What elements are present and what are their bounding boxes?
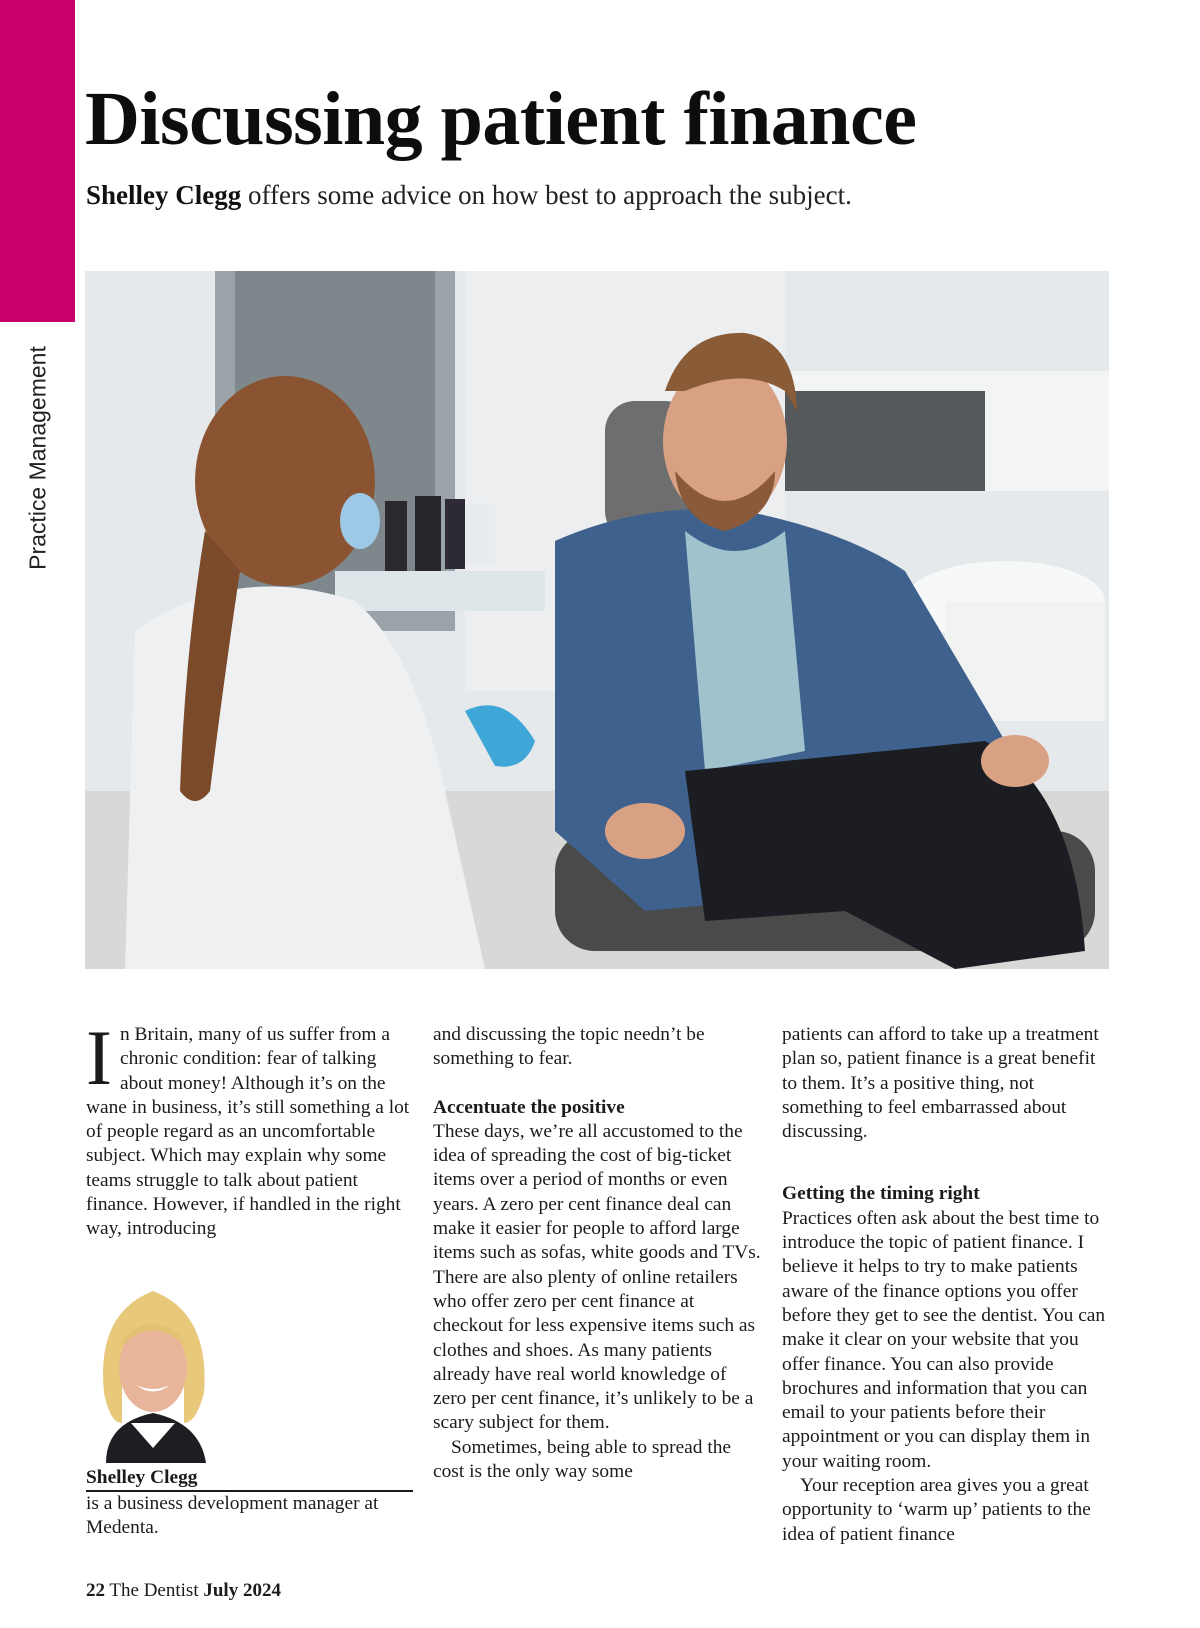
subheading-timing: Getting the timing right	[782, 1183, 980, 1205]
publication-name: The Dentist	[109, 1580, 199, 1601]
column3-paragraph-2: Your reception area gives you a great opportunity to ‘warm up’ patients to the idea of patient finance	[782, 1475, 1091, 1545]
article-column-2	[433, 1023, 763, 1484]
author-name: Shelley Clegg	[86, 1466, 413, 1492]
column3-paragraph-1: Practices often ask about the best time to introduce the topic of patient finance. I believe it helps to try to make patients aware of the finance options you offer before they get to see the dentist. You can make it clear on your website that you offer finance. You can also provide brochures and information that you can email to your patients before their appointment or you can display them in your waiting room.	[782, 1207, 1106, 1472]
standfirst	[86, 178, 852, 213]
drop-cap: I	[86, 1014, 112, 1101]
author-headshot	[86, 1273, 220, 1463]
standfirst-author: Shelley Clegg	[86, 180, 242, 210]
intro-paragraph	[86, 1014, 416, 1242]
dental-consultation-photo	[85, 271, 1109, 969]
page-number: 22	[86, 1580, 105, 1601]
article-title: Discussing patient finance	[85, 77, 917, 161]
column2-paragraph-2: Sometimes, being able to spread the cost is the only way some	[433, 1436, 732, 1483]
article-column-1	[86, 1014, 416, 1242]
article-column-3	[782, 1023, 1112, 1547]
column2-lead: and discussing the topic needn’t be something to fear.	[433, 1024, 705, 1070]
issue-date: July 2024	[203, 1580, 281, 1601]
column2-paragraph-1: These days, we’re all accustomed to the idea of spreading the cost of big-ticket items over a period of months or even years. A zero per cent finance deal can make it easier for people to afford large items such as sofas, white goods and TVs. There are also plenty of online retailers who offer zero per cent finance at checkout for less expensive items such as clothes and shoes. As many patients already have real world knowledge of zero per cent finance, it’s unlikely to be a scary subject for them.	[433, 1120, 761, 1434]
section-accent-bar	[0, 0, 75, 322]
author-bio: is a business development manager at Medenta.	[86, 1493, 379, 1539]
standfirst-text: offers some advice on how best to approach the subject.	[241, 180, 852, 210]
section-label: Practice Management	[24, 346, 51, 570]
page-footer	[86, 1580, 281, 1602]
column3-lead: patients can afford to take up a treatment plan so, patient finance is a great benefit to them. It’s a positive thing, not something to feel embarrassed about discussing.	[782, 1024, 1099, 1143]
subheading-accentuate: Accentuate the positive	[433, 1096, 625, 1118]
intro-text: n Britain, many of us suffer from a chronic condition: fear of talking about money! Although it’s on the wane in business, it’s still something a lot of people regard as an uncomfortable subject. Which may explain why some teams struggle to talk about patient finance. However, if handled in the right way, introducing	[86, 1024, 410, 1240]
